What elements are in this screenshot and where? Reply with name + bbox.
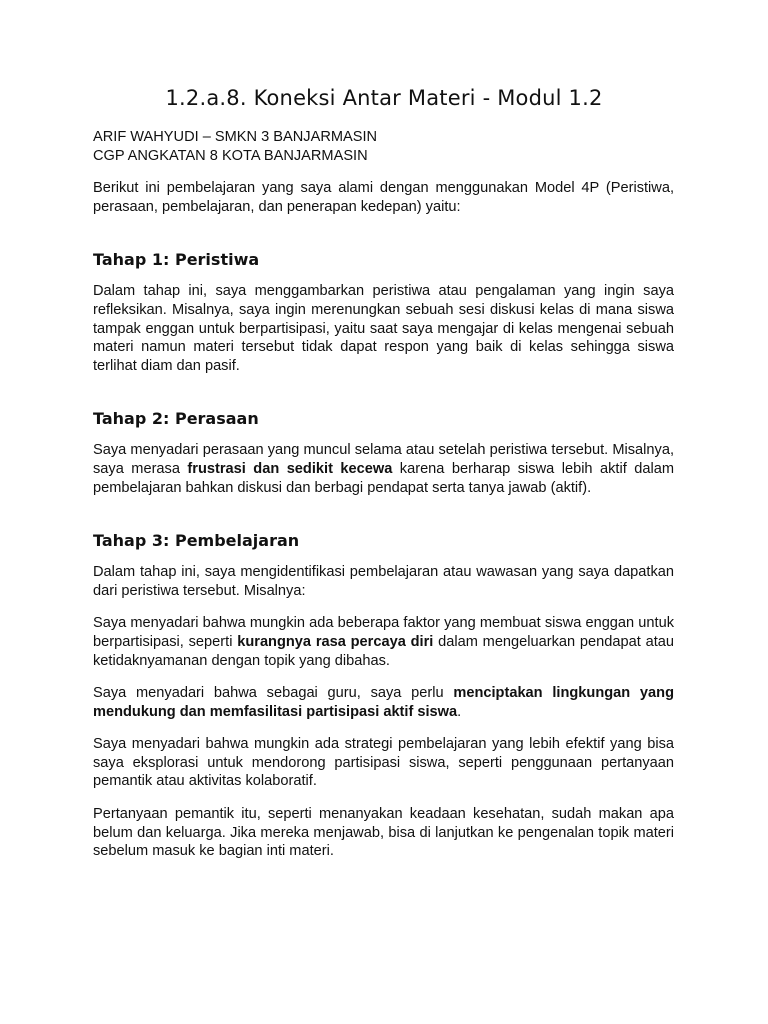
bold-emphasis: frustrasi dan sedikit kecewa [187,460,393,477]
section-paragraph-peristiwa: Dalam tahap ini, saya menggambarkan peristiwa atau pengalaman yang ingin saya refleksikan. Misalnya, saya ingin merenungkan sebuah sesi diskusi kelas di mana siswa tampak enggan untuk berpartisipasi, yaitu saat saya mengajar di kelas mengenai sebuah materi namun materi tersebut tidak dapat respon yang baik di kelas sehingga siswa terlihat diam dan pasif. [93,283,674,374]
text-span: Saya menyadari perasaan yang muncul selama atau setelah peristiwa tersebut. Misalnya, saya merasa [93,442,674,477]
author-block [93,128,674,165]
section-heading-peristiwa: Tahap 1: Peristiwa [93,250,260,270]
section-paragraph-pembelajaran-5: Pertanyaan pemantik itu, seperti menanyakan keadaan kesehatan, sudah makan apa belum dan keluarga. Jika mereka menjawab, bisa di lanjutkan ke pengenalan topik materi sebelum masuk ke bagian inti materi. [93,806,674,860]
author-line-cohort: CGP ANGKATAN 8 KOTA BANJARMASIN [93,147,368,164]
section-heading-perasaan: Tahap 2: Perasaan [93,409,259,429]
section-paragraph-pembelajaran-4: Saya menyadari bahwa mungkin ada strategi pembelajaran yang lebih efektif yang bisa saya eksplorasi untuk mendorong partisipasi siswa, seperti penggunaan pertanyaan pemantik atau aktivitas kolaboratif. [93,736,674,790]
page-title: 1.2.a.8. Koneksi Antar Materi - Modul 1.2 [165,86,603,110]
author-line-name-school: ARIF WAHYUDI – SMKN 3 BANJARMASIN [93,129,378,145]
text-span: Saya menyadari bahwa sebagai guru, saya perlu [93,685,454,702]
intro-paragraph: Berikut ini pembelajaran yang saya alami dengan menggunakan Model 4P (Peristiwa, perasaan, pembelajaran, dan penerapan kedepan) yaitu: [93,180,674,215]
section-heading-pembelajaran: Tahap 3: Pembelajaran [93,531,300,551]
section-paragraph-pembelajaran-1: Dalam tahap ini, saya mengidentifikasi pembelajaran atau wawasan yang saya dapatkan dari peristiwa tersebut. Misalnya: [93,564,674,599]
text-span: Saya menyadari bahwa mungkin ada beberapa faktor yang membuat siswa enggan untuk berpartisipasi, seperti [93,615,674,650]
document-body [93,128,674,875]
section-paragraph-perasaan [93,441,674,497]
text-span: . [457,703,462,720]
section-paragraph-pembelajaran-3 [93,684,674,721]
bold-emphasis: kurangnya rasa percaya diri [237,633,434,650]
section-paragraph-pembelajaran-2 [93,614,674,670]
text-span: karena berharap siswa lebih aktif dalam pembelajaran bahkan diskusi dan berbagi pendapat serta tanya jawab (aktif). [93,460,674,496]
text-span: dalam mengeluarkan pendapat atau ketidaknyamanan dengan topik yang dibahas. [93,633,674,669]
bold-emphasis: menciptakan lingkungan yang mendukung dan memfasilitasi partisipasi aktif siswa [93,685,674,720]
